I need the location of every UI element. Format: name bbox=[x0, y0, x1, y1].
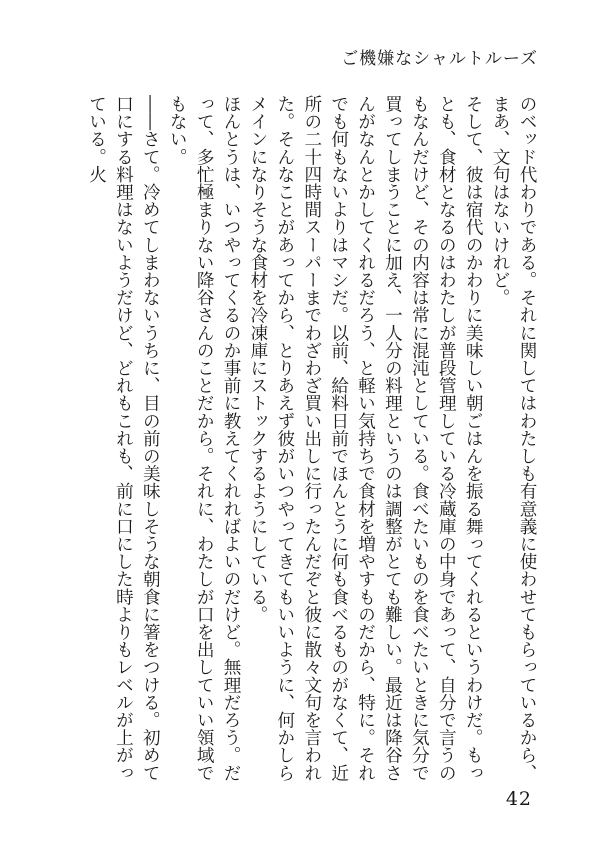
page-number: 42 bbox=[505, 788, 532, 810]
paragraph-3: ほんとうは、いつやってくるのか事前に教えてくれればよいのだけど。無理だろう。だって、多忙極まりない降谷さんのことだから。それに、わたしが口を出していい領域でもない。 bbox=[167, 95, 242, 782]
paragraph-4: ――さて。冷めてしまわないうちに、目の前の美味しそうな朝食に箸をつける。初めて口にする料理はないようだけど、どれもこれも、前に口にした時よりもレベルが上がっている。火 bbox=[86, 95, 161, 782]
paragraph-2: そして、彼は宿代のかわりに美味しい朝ごはんを振る舞ってくれるというわけだ。もっとも、食材となるのはわたしが普段管理している冷蔵庫の中身であって、自分で言うのもなんだけど、その内容は常に混沌としている。食べたいものを食べたいときに気分で買ってしまうことに加え、一人分の料理というのは調整がとても難しい。最近は降谷さんがなんとかしてくれるだろう、と軽い気持ちで食材を増やすものだから、特に。それでも何もないよりはマシだ。以前、給料日前でほんとうに何も食べるものがなくて、近所の二十四時間スーパーまでわざわざ買い出しに行ったんだぞと彼に散々文句を言われた。そんなことがあってから、とりあえず彼がいつやってきてもいいように、何かしらメインになりそうな食材を冷凍庫にストックするようにしている。 bbox=[247, 95, 484, 782]
paragraph-1: のベッド代わりである。それに関してはわたしも有意義に使わせてもらっているから、まあ、文句はないけれど。 bbox=[490, 95, 537, 782]
running-header: ご機嫌なシャルトルーズ bbox=[341, 49, 538, 69]
body-text bbox=[70, 95, 540, 785]
